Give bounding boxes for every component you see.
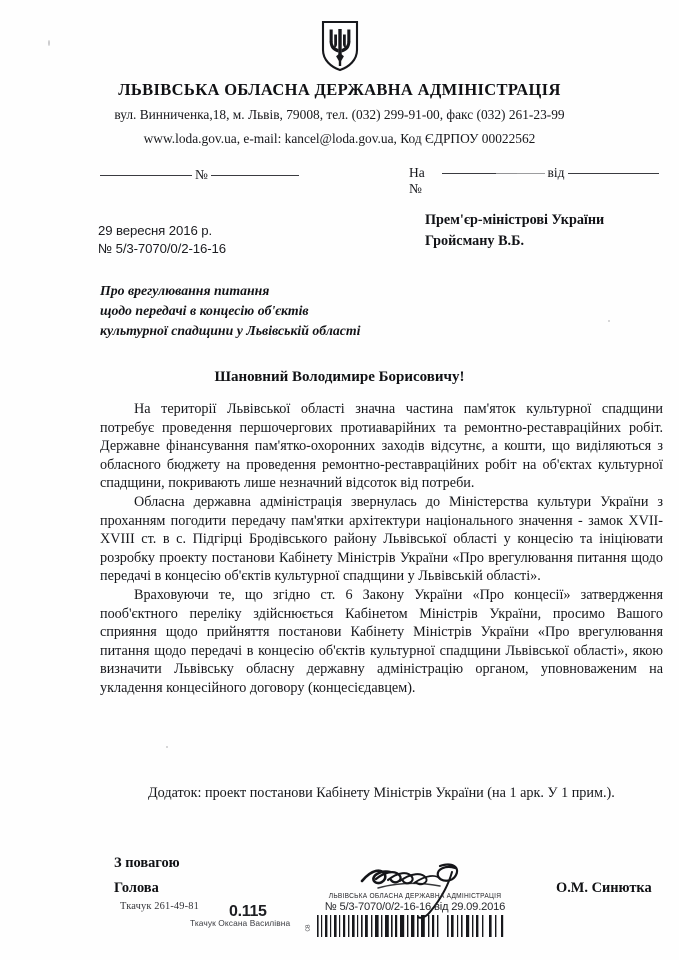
stamp-organization: ЛЬВІВСЬКА ОБЛАСНА ДЕРЖАВНА АДМІНІСТРАЦІЯ: [328, 892, 502, 901]
signature-regards: З повагою: [114, 855, 180, 871]
executor-contact: Ткачук 261-49-81: [120, 901, 199, 912]
document-meta: [98, 222, 226, 257]
barcode-side-label: СВ: [305, 924, 312, 932]
attachment-note: Додаток: проект постанови Кабінету Міністрів України (на 1 арк. У 1 прим.).: [148, 785, 615, 801]
registration-stamp: [288, 893, 542, 937]
rule-line: [568, 172, 659, 174]
rule-line: [496, 172, 517, 174]
body-paragraph-1: На території Львівської області значна частина пам'яток культурної спадщини потребує проведення першочергових протиаварійних та ремонтно-реставраційних робіт. Державне фінансування пам'ятко-охоронних заходів відсутнє, а кошти, що виділяються з обласного бюджету на проведення ремонтно-реставраційних робіт на об'єктах культурної спадщини, покривають лише незначний відсоток від потреби.: [100, 401, 663, 492]
subject-block: [100, 281, 361, 341]
reference-row: [100, 165, 659, 196]
letter-body: [100, 400, 663, 698]
ukraine-trident-emblem-icon: [320, 20, 360, 72]
rule-line: [442, 172, 496, 174]
number-label: №: [195, 167, 208, 182]
rule-line: [211, 174, 299, 176]
body-paragraph-2: Обласна державна адміністрація звернулась до Міністерства культури України з проханням погодити передачу пам'ятки архітектури національного значення - замок XVII-XVIII ст. в с. Підгірці Бродівського району Львівської області у концесію та ініціювати розробку проекту постанови Кабінету Міністрів України «Про врегулювання питання щодо передачі в концесію об'єктів культурної спадщини у Львівській області».: [100, 493, 663, 585]
barcode-icon: [315, 915, 525, 937]
scan-speckle: [48, 40, 50, 46]
scan-speckle: [608, 320, 610, 322]
subject-line-3: культурної спадщини у Львівській області: [100, 323, 361, 338]
subject-line-2: щодо передачі в концесію об'єктів: [100, 303, 309, 318]
incoming-number-label: На №: [409, 165, 425, 196]
signature-name: О.М. Синютка: [556, 880, 652, 896]
addressee-block: [425, 210, 604, 252]
scan-speckle: [166, 746, 168, 748]
addressee-position: Прем'єр-міністрові України: [425, 212, 605, 228]
body-paragraph-3: Враховуючи те, що згідно ст. 6 Закону України «Про концесії» затвердження пооб'єктного переліку здійснюється Кабінетом Міністрів України, просимо Вашого сприяння щодо прийняття постанови Кабінету Міністрів України «Про врегулювання питання щодо передачі в концесію об'єктів культурної спадщини Львівської області», якою визначити Львівську обласну державну адміністрацію органом, уповноваженим на укладення концесійного договору (концесієдавцем).: [100, 586, 663, 696]
ukraine-trident-emblem-container: [0, 20, 679, 72]
incoming-number-field: [406, 165, 659, 197]
rule-line: [517, 172, 545, 174]
rule-line: [100, 174, 192, 176]
date-label: від: [547, 165, 565, 180]
stamp-number-date: № 5/3-7070/0/2-16-16 від 29.09.2016: [324, 901, 506, 913]
outgoing-number-field: [100, 167, 299, 183]
signature-title: Голова: [114, 880, 159, 896]
organization-address: вул. Винниченка,18, м. Львів, 79008, тел. (032) 299-91-00, факс (032) 261-23-99: [114, 107, 565, 122]
document-number: № 5/3-7070/0/2-16-16: [98, 240, 226, 256]
executor-full-name: Ткачук Оксана Василівна: [190, 918, 291, 928]
organization-name: ЛЬВІВСЬКА ОБЛАСНА ДЕРЖАВНА АДМІНІСТРАЦІЯ: [118, 80, 561, 99]
salutation: Шановний Володимире Борисовичу!: [214, 369, 465, 385]
document-version: 0.115: [229, 903, 267, 920]
barcode-container: [288, 915, 542, 937]
addressee-name: Гройсману В.Б.: [425, 233, 524, 249]
subject-line-1: Про врегулювання питання: [100, 283, 270, 298]
organization-web-contacts: www.loda.gov.ua, e-mail: kancel@loda.gov.ua, Код ЄДРПОУ 00022562: [143, 131, 536, 146]
document-date: 29 вересня 2016 р.: [98, 223, 213, 238]
